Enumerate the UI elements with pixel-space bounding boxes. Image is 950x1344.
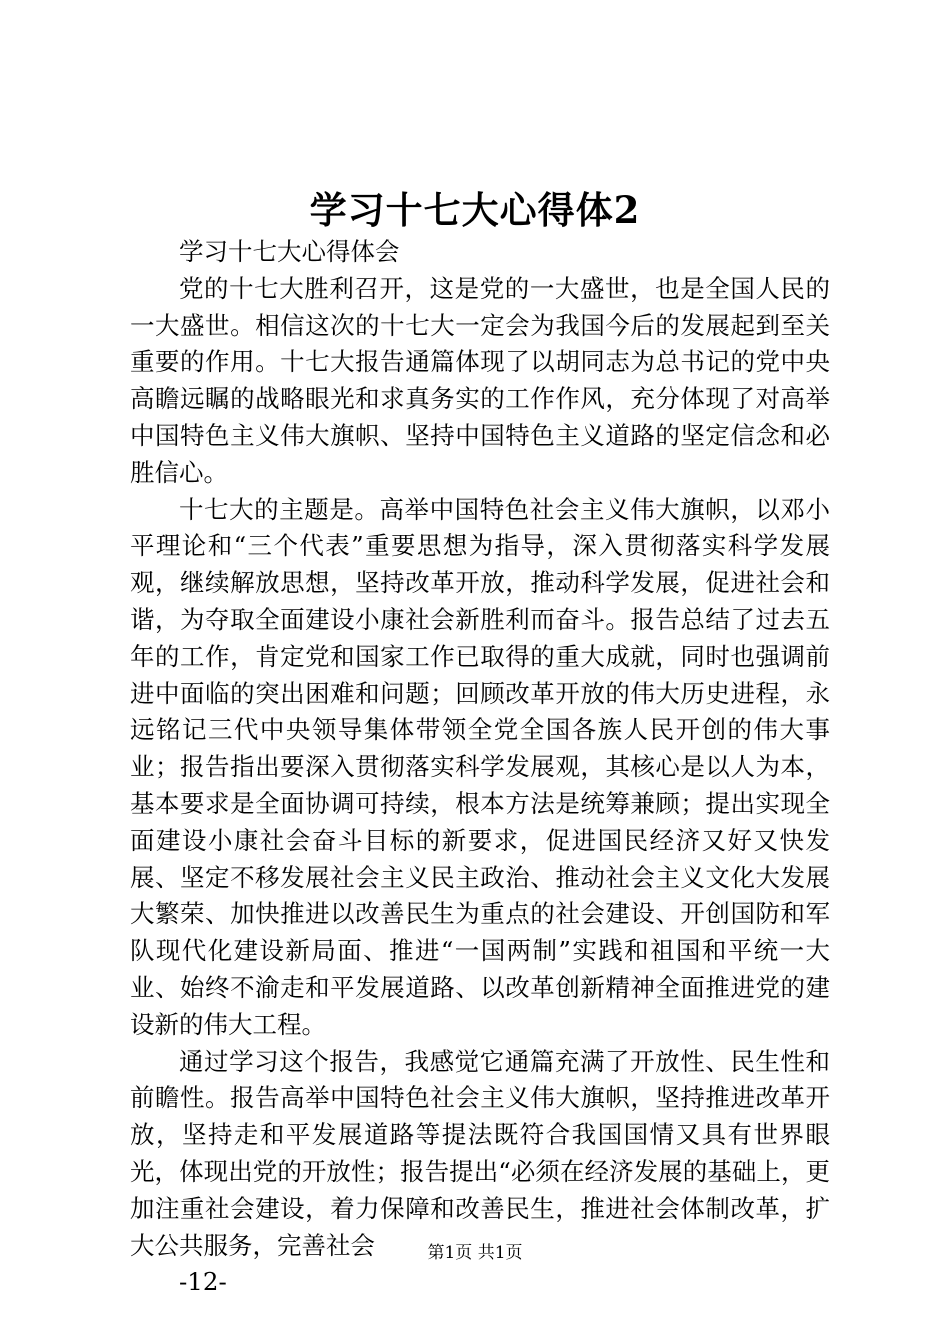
document-body	[130, 234, 830, 1301]
document-subtitle: 学习十七大心得体会	[179, 237, 400, 266]
inline-page-marker: -12-	[179, 1267, 227, 1297]
paragraph-1: 党的十七大胜利召开，这是党的一大盛世，也是全国人民的一大盛世。相信这次的十七大一定会为我国今后的发展起到至关重要的作用。十七大报告通篇体现了以胡同志为总书记的党中央高瞻远瞩的战略眼光和求真务实的工作作风，充分体现了对高举中国特色主义伟大旗帜、坚持中国特色主义道路的坚定信念和必胜信心。	[130, 273, 830, 487]
document-title: 学习十七大心得体2	[309, 188, 641, 232]
page-footer: 第1页 共1页	[427, 1243, 523, 1263]
paragraph-3: 通过学习这个报告，我感觉它通篇充满了开放性、民生性和前瞻性。报告高举中国特色社会主义伟大旗帜，坚持推进改革开放，坚持走和平发展道路等提法既符合我国国情又具有世界眼光，体现出党的开放性；报告提出“必须在经济发展的基础上，更加注重社会建设，着力保障和改善民生，推进社会体制改革，扩大公共服务，完善社会	[130, 1046, 830, 1260]
paragraph-2: 十七大的主题是。高举中国特色社会主义伟大旗帜，以邓小平理论和“三个代表”重要思想为指导，深入贯彻落实科学发展观，继续解放思想，坚持改革开放，推动科学发展，促进社会和谐，为夺取全面建设小康社会新胜利而奋斗。报告总结了过去五年的工作，肯定党和国家工作已取得的重大成就，同时也强调前进中面临的突出困难和问题；回顾改革开放的伟大历史进程，永远铭记三代中央领导集体带领全党全国各族人民开创的伟大事业；报告指出要深入贯彻落实科学发展观，其核心是以人为本，基本要求是全面协调可持续，根本方法是统筹兼顾；提出实现全面建设小康社会奋斗目标的新要求，促进国民经济又好又快发展、坚定不移发展社会主义民主政治、推动社会主义文化大发展大繁荣、加快推进以改善民生为重点的社会建设、开创国防和军队现代化建设新局面、推进“一国两制”实践和祖国和平统一大业、始终不渝走和平发展道路、以改革创新精神全面推进党的建设新的伟大工程。	[130, 494, 830, 1039]
